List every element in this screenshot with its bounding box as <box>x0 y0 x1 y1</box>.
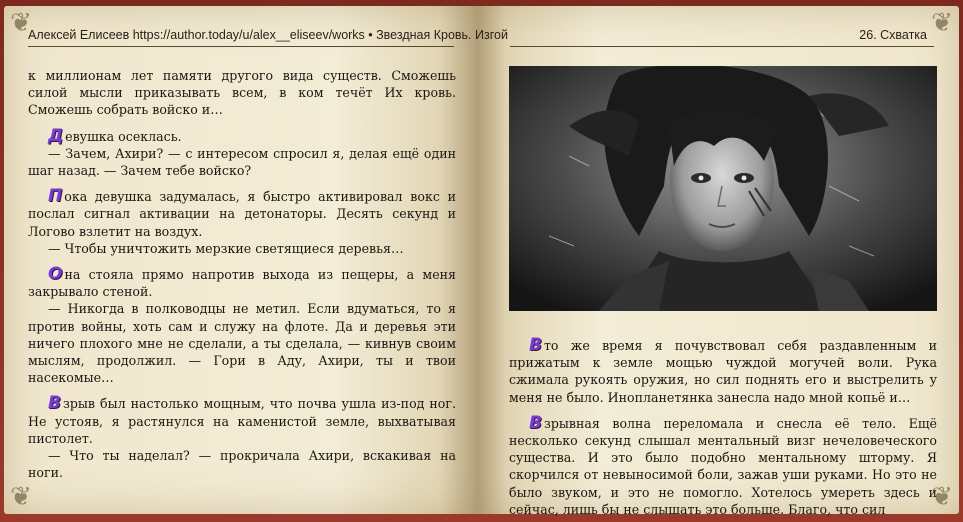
paragraph: — Чтобы уничтожить мерзкие светящиеся деревья… <box>48 240 404 256</box>
paragraph: Д евушка осеклась. <box>48 125 182 146</box>
left-header-rule <box>28 46 454 47</box>
paragraph: — Что ты наделал? — прокричала Ахири, вскакивая на ноги. <box>28 448 456 481</box>
drop-cap: О <box>48 264 63 285</box>
chapter-illustration <box>509 66 937 311</box>
paragraph: В зрыв был настолько мощным, что почва ушла из-под ног. Не устояв, я растянулся на каменистой земле, выхватывая пистолет. <box>28 393 456 446</box>
drop-cap: Д <box>48 125 64 146</box>
right-page-text <box>509 337 937 518</box>
paragraph: к миллионам лет памяти другого вида существ. Сможешь силой мысли приказывать всем, в ком течёт Их кровь. Сможешь собрать войско и… <box>28 68 456 118</box>
corner-ornament-icon: ❦ <box>931 8 953 38</box>
paragraph: В то же время я почувствовал себя раздавленным и прижатым к земле мощью чуждой могучей воли. Рука сжимала рукоять оружия, но сил поднять его и выстрелить у меня не было. Инопланетянка занесла надо мной копьё и… <box>509 335 937 405</box>
drop-cap: В <box>529 335 542 355</box>
drop-cap: П <box>48 186 63 207</box>
chapter-title: 26. Схватка <box>859 28 927 42</box>
corner-ornament-icon: ❦ <box>10 8 32 38</box>
paragraph: О на стояла прямо напротив выхода из пещеры, а меня закрывало стеной. <box>28 264 456 300</box>
left-running-header: Алексей Елисеев https://author.today/u/alex__eliseev/works • Звездная Кровь. Изгой <box>28 28 508 42</box>
drop-cap: В <box>529 412 542 433</box>
paragraph: П ока девушка задумалась, я быстро активировал вокс и послал сигнал активации на детонаторы. Десять секунд и Логово взлетит на воздух. <box>28 186 456 239</box>
right-header-rule <box>510 46 934 47</box>
paragraph: — Зачем, Ахири? — с интересом спросил я, делая ещё один шаг назад. — Зачем тебе войско? <box>28 145 456 179</box>
corner-ornament-icon: ❦ <box>931 482 953 512</box>
left-page-text <box>28 67 456 481</box>
paragraph: В зрывная волна переломала и снесла её тело. Ещё несколько секунд слышал ментальный визг нечеловеческого существа. И это было подобно ментальному шторму. Я скорчился от невыносимой боли, зажав уши руками. Но это не было звуком, и это не помогло. Хотелось умереть здесь и сейчас, лишь бы не слышать это больше. Благо, что сил <box>509 412 937 517</box>
portrait-image <box>509 66 937 311</box>
drop-cap: В <box>48 393 61 414</box>
corner-ornament-icon: ❦ <box>10 482 32 512</box>
paragraph: — Никогда в полководцы не метил. Если вдуматься, то я против войны, хоть сам и служу на флоте. Да и деревья эти ничего плохого мне не сделали, а ты сделала, — кивнув своим мыслям, продолжил. — Гори в Аду, Ахири, ты и твои насекомые… <box>28 301 456 386</box>
